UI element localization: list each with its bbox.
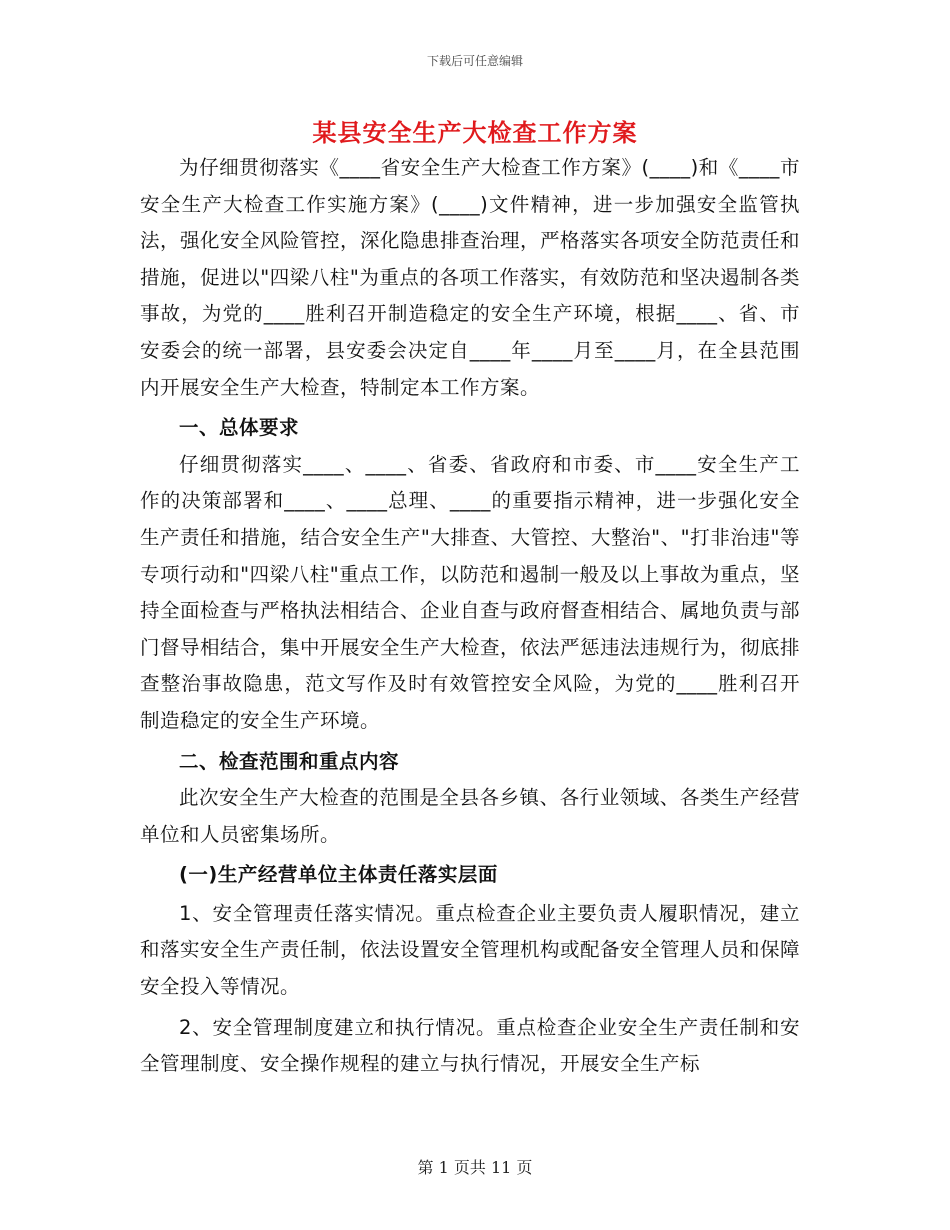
item2-paragraph: 2、安全管理制度建立和执行情况。重点检查企业安全生产责任制和安全管理制度、安全操作规程的建立与执行情况，开展安全生产标: [140, 1015, 800, 1076]
page-footer: 第 1 页共 11 页: [417, 1158, 533, 1177]
section2-paragraph: 此次安全生产大检查的范围是全县各乡镇、各行业领域、各类生产经营单位和人员密集场所。: [140, 786, 800, 846]
section2-heading: 二、检查范围和重点内容: [179, 749, 400, 773]
section1-paragraph: 仔细贯彻落实____、____、省委、省政府和市委、市____安全生产工作的决策部署和____、____总理、____的重要指示精神，进一步强化安全生产责任和措施，结合安全生产"大排查、大管控、大整治"、"打非治违"等专项行动和"四梁八柱"重点工作，以防范和遏制一般及以上事故为重点，坚持全面检查与严格执法相结合、企业自查与政府督查相结合、属地负责与部门督导相结合，集中开展安全生产大检查，依法严惩违法违规行为，彻底排查整治事故隐患，范文写作及时有效管控安全风险，为党的____胜利召开制造稳定的安全生产环境。: [140, 452, 801, 732]
document-body: [140, 150, 800, 1083]
subsection1-heading: (一)生产经营单位主体责任落实层面: [179, 863, 498, 887]
intro-paragraph: 为仔细贯彻落实《____省安全生产大检查工作方案》(____)和《____市安全生产大检查工作实施方案》(____)文件精神，进一步加强安全监管执法，强化安全风险管控，深化隐患排查治理，严格落实各项安全防范责任和措施，促进以"四梁八柱"为重点的各项工作落实，有效防范和坚决遏制各类事故，为党的____胜利召开制造稳定的安全生产环境，根据____、省、市安委会的统一部署，县安委会决定自____年____月至____月，在全县范围内开展安全生产大检查，特制定本工作方案。: [140, 156, 801, 399]
section1-heading: 一、总体要求: [179, 416, 300, 440]
document-title: 某县安全生产大检查工作方案: [312, 119, 638, 147]
item1-paragraph: 1、安全管理责任落实情况。重点检查企业主要负责人履职情况，建立和落实安全生产责任制，依法设置安全管理机构或配备安全管理人员和保障安全投入等情况。: [140, 901, 801, 999]
page-header-note: 下载后可任意编辑: [426, 54, 523, 68]
